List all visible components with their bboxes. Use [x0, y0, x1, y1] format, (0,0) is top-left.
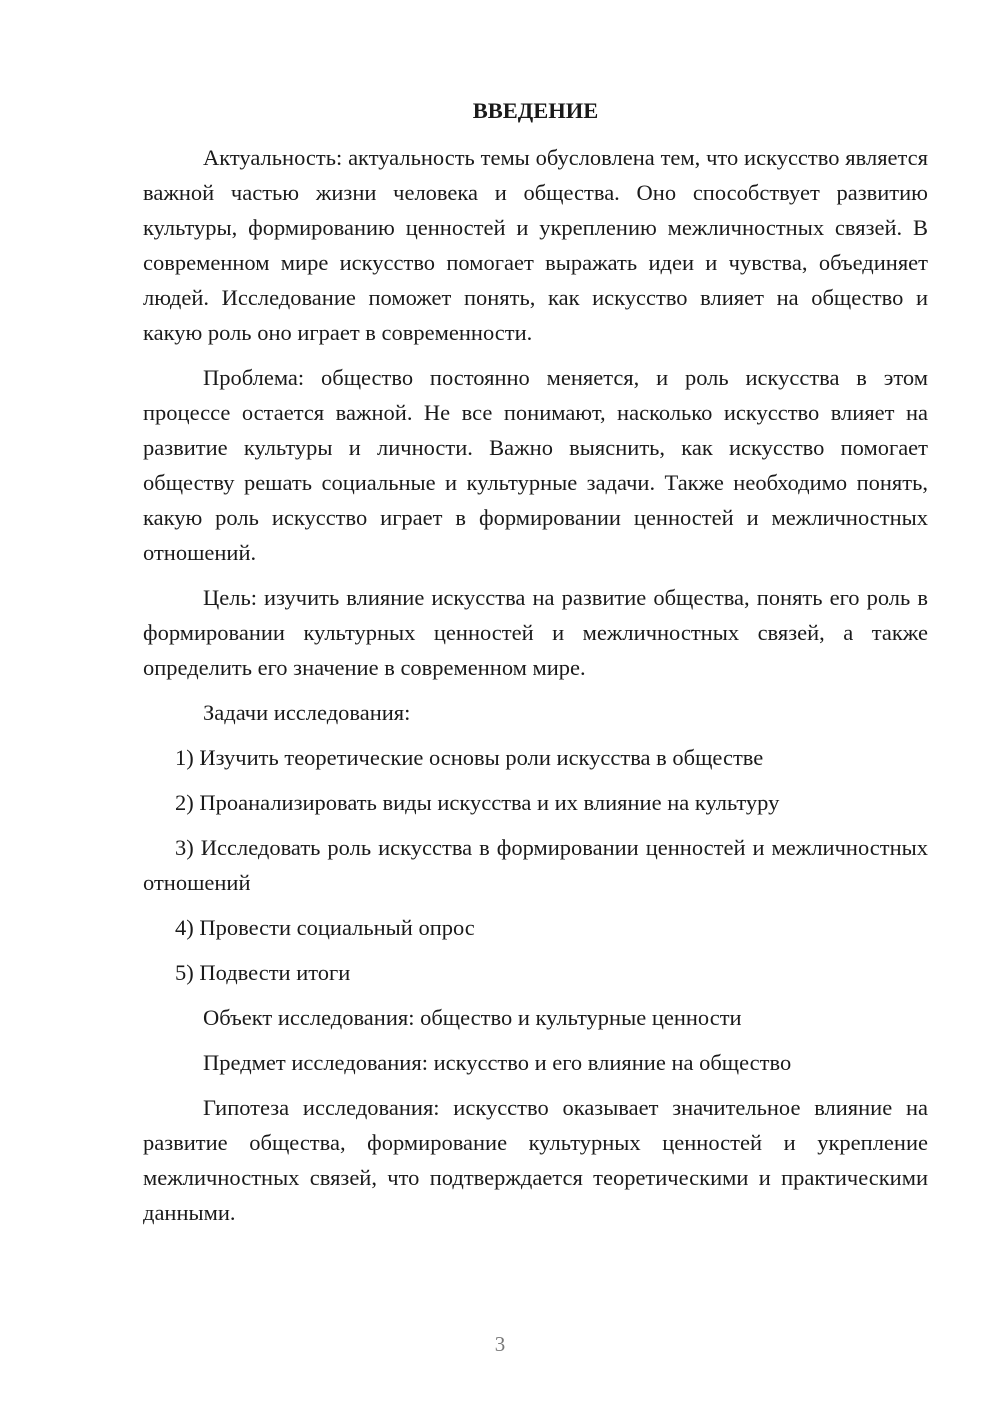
task-item: 3) Исследовать роль искусства в формировании ценностей и межличностных отношений	[143, 835, 928, 895]
task-item: 1) Изучить теоретические основы роли искусства в обществе	[175, 745, 764, 770]
object-paragraph: Объект исследования: общество и культурные ценности	[203, 1005, 742, 1030]
goal-paragraph: Цель: изучить влияние искусства на развитие общества, понять его роль в формировании культурных ценностей и межличностных связей, а также определить его значение в современном мире.	[143, 585, 928, 680]
task-item: 2) Проанализировать виды искусства и их влияние на культуру	[175, 790, 780, 815]
page-number: 3	[494, 1332, 506, 1356]
problem-paragraph: Проблема: общество постоянно меняется, и роль искусства в этом процессе остается важной. Не все понимают, насколько искусство влияет на развитие культуры и личности. Важно выяснить, как искусство помогает обществу решать социальные и культурные задачи. Также необходимо понять, какую роль искусство играет в формировании ценностей и межличностных отношений.	[143, 365, 928, 565]
hypothesis-paragraph: Гипотеза исследования: искусство оказывает значительное влияние на развитие общества, формирование культурных ценностей и укрепление межличностных связей, что подтверждается теоретическими и практическими данными.	[143, 1095, 928, 1225]
relevance-paragraph: Актуальность: актуальность темы обусловлена тем, что искусство является важной частью жизни человека и общества. Оно способствует развитию культуры, формированию ценностей и укреплению межличностных связей. В современном мире искусство помогает выражать идеи и чувства, объединяет людей. Исследование поможет понять, как искусство влияет на общество и какую роль оно играет в современности.	[143, 145, 928, 345]
tasks-heading: Задачи исследования:	[203, 700, 411, 725]
section-title: ВВЕДЕНИЕ	[472, 98, 599, 123]
document-page	[143, 96, 928, 1240]
task-item: 5) Подвести итоги	[175, 960, 351, 985]
subject-paragraph: Предмет исследования: искусство и его влияние на общество	[203, 1050, 792, 1075]
task-item: 4) Провести социальный опрос	[175, 915, 475, 940]
